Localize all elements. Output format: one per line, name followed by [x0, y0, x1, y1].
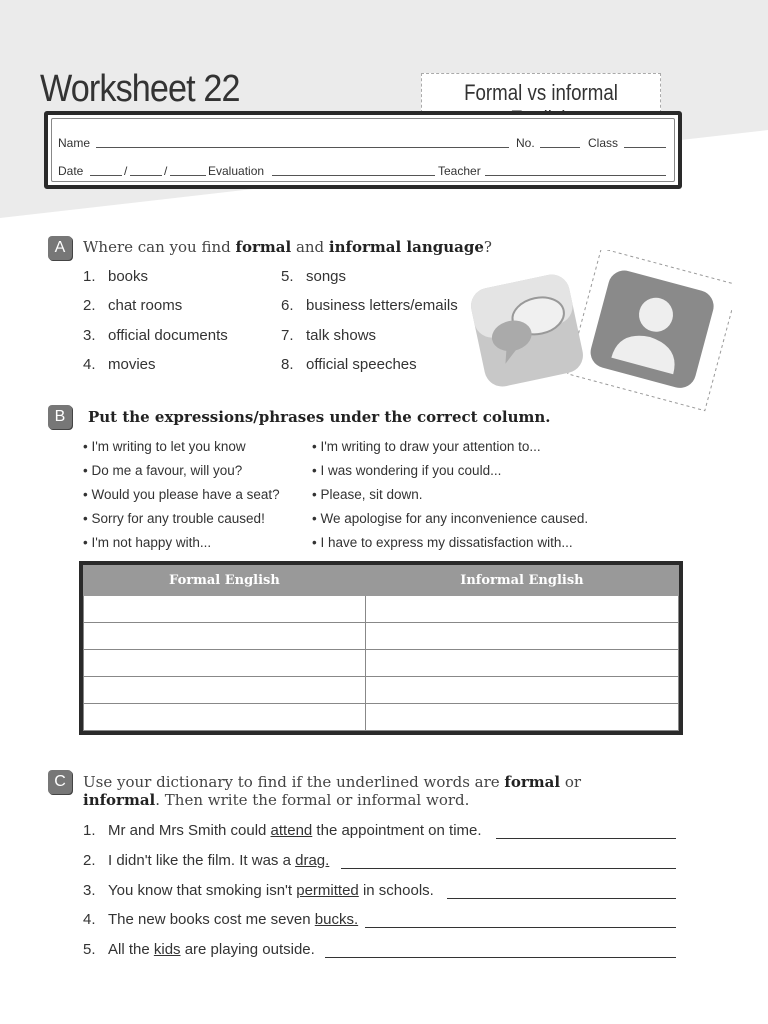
- sentence-item: 3. You know that smoking isn't permitted in schools.: [83, 882, 434, 899]
- name-label: Name: [58, 136, 91, 150]
- table-cell[interactable]: [365, 623, 678, 650]
- no-label: No.: [516, 136, 535, 150]
- list-item: 1. books: [83, 268, 149, 285]
- phrase-item: • Please, sit down.: [312, 487, 423, 502]
- list-item: 4. movies: [83, 356, 156, 373]
- date-month-field[interactable]: [130, 175, 162, 176]
- phrase-item: • Would you please have a seat?: [83, 487, 280, 502]
- answer-line[interactable]: [341, 868, 676, 869]
- teacher-field[interactable]: [485, 175, 666, 176]
- underlined-word: bucks.: [314, 911, 359, 928]
- sentence-item: 4. The new books cost me seven bucks.: [83, 911, 359, 928]
- phrase-item: • I was wondering if you could...: [312, 463, 502, 478]
- decorative-icons: [470, 250, 732, 420]
- section-a-badge: A: [48, 236, 72, 260]
- informal-column-header: Informal English: [365, 566, 678, 596]
- phrase-item: • Sorry for any trouble caused!: [83, 511, 265, 526]
- list-item: 5. songs: [281, 268, 347, 285]
- worksheet-subtitle-box: [421, 73, 661, 113]
- worksheet-title: Worksheet 22: [40, 68, 240, 110]
- sentence-item: 5. All the kids are playing outside.: [83, 941, 315, 958]
- student-info-box: [44, 111, 682, 189]
- formal-column-header: Formal English: [84, 566, 366, 596]
- list-item: 7. talk shows: [281, 327, 377, 344]
- underlined-word: kids: [153, 941, 181, 958]
- table-cell[interactable]: [84, 650, 366, 677]
- phrase-item: • I'm writing to draw your attention to...: [312, 439, 541, 454]
- answer-line[interactable]: [496, 838, 676, 839]
- table-row: [84, 650, 679, 677]
- name-field[interactable]: [96, 147, 509, 148]
- table-cell[interactable]: [84, 596, 366, 623]
- table-row: [84, 596, 679, 623]
- section-a-question: Where can you find formal and informal language?: [83, 238, 492, 256]
- table-cell[interactable]: [84, 704, 366, 731]
- list-item: 6. business letters/emails: [281, 297, 458, 314]
- no-field[interactable]: [540, 147, 580, 148]
- class-field[interactable]: [624, 147, 666, 148]
- date-year-field[interactable]: [170, 175, 206, 176]
- list-item: 2. chat rooms: [83, 297, 183, 314]
- answer-line[interactable]: [365, 927, 676, 928]
- sentence-item: 2. I didn't like the film. It was a drag.: [83, 852, 330, 869]
- underlined-word: attend: [270, 822, 313, 839]
- worksheet-subtitle: Formal vs informal: [464, 80, 618, 105]
- phrase-item: • I have to express my dissatisfaction with...: [312, 535, 573, 550]
- teacher-label: Teacher: [438, 164, 481, 178]
- answer-line[interactable]: [325, 957, 676, 958]
- phrase-item: • I'm writing to let you know: [83, 439, 246, 454]
- section-b-badge: B: [48, 405, 72, 429]
- sentence-item: 1. Mr and Mrs Smith could attend the appointment on time.: [83, 822, 482, 839]
- table-row: [84, 623, 679, 650]
- person-silhouette-icon: [568, 250, 732, 411]
- answer-line[interactable]: [447, 898, 676, 899]
- section-c-instruction-line-2: informal. Then write the formal or informal word.: [83, 791, 470, 809]
- list-item: 3. official documents: [83, 327, 228, 344]
- date-slash: /: [164, 164, 168, 178]
- phrase-item: • I'm not happy with...: [83, 535, 212, 550]
- table-row: [84, 677, 679, 704]
- underlined-word: permitted: [296, 882, 359, 899]
- section-b-instruction: Put the expressions/phrases under the correct column.: [88, 408, 551, 426]
- list-item: 8. official speeches: [281, 356, 417, 373]
- table-cell[interactable]: [365, 677, 678, 704]
- table-cell[interactable]: [365, 650, 678, 677]
- evaluation-field[interactable]: [272, 175, 435, 176]
- table-cell[interactable]: [84, 623, 366, 650]
- date-label: Date: [58, 164, 84, 178]
- table-cell[interactable]: [84, 677, 366, 704]
- table-cell[interactable]: [365, 704, 678, 731]
- date-day-field[interactable]: [90, 175, 122, 176]
- date-slash: /: [124, 164, 128, 178]
- phrase-item: • Do me a favour, will you?: [83, 463, 243, 478]
- evaluation-label: Evaluation: [208, 164, 265, 178]
- section-c-instruction-line-1: Use your dictionary to find if the underlined words are formal or: [83, 773, 582, 791]
- speech-bubbles-icon: [470, 271, 586, 390]
- class-label: Class: [588, 136, 619, 150]
- underlined-word: drag.: [295, 852, 330, 869]
- phrase-item: • We apologise for any inconvenience caused.: [312, 511, 589, 526]
- table-cell[interactable]: [365, 596, 678, 623]
- table-row: [84, 704, 679, 731]
- formal-informal-table: [79, 561, 683, 735]
- section-c-badge: C: [48, 770, 72, 794]
